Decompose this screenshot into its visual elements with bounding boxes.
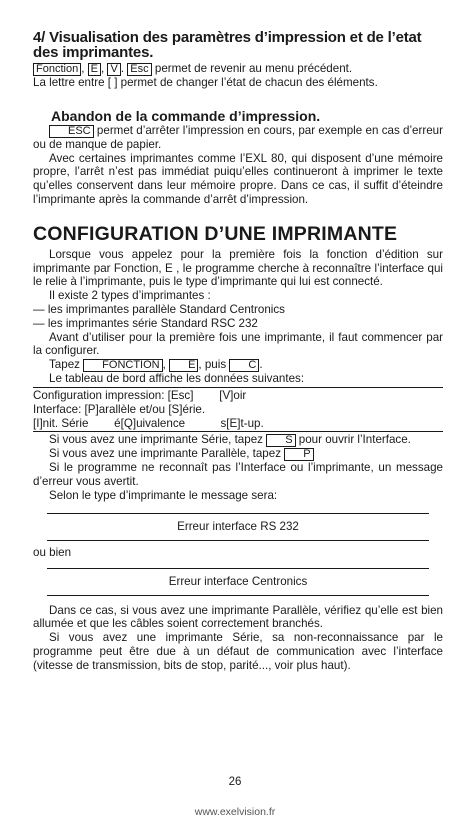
section4-line2: La lettre entre [ ] permet de changer l’état de chacun des éléments. bbox=[33, 76, 378, 89]
msg2-top-rule bbox=[47, 568, 429, 569]
board-top-rule bbox=[33, 387, 443, 388]
tapez-text: Tapez bbox=[49, 358, 80, 372]
puis-text: , puis bbox=[198, 358, 227, 372]
key-fonction: Fonction bbox=[33, 63, 81, 76]
config-tapez-line: Tapez FONCTION , E , puis C . bbox=[49, 358, 263, 372]
separator: , bbox=[101, 62, 105, 75]
ou-bien: ou bien bbox=[33, 545, 72, 559]
section4-line1-text: permet de revenir au menu précédent. bbox=[154, 62, 353, 75]
key-p: P bbox=[284, 448, 313, 461]
board-line2: Interface: [P]arallèle et/ou [S]érie. bbox=[33, 402, 206, 416]
config-p1: Lorsque vous appelez pour la première fois la fonction d’édition sur imprimante par Fonction, E , le programme cherche à reconnaître l’interface qui le relie à l’imprimante, puis le type d’imprimante qui lui est connecté. bbox=[33, 247, 443, 289]
config-item2: — les imprimantes série Standard RSC 232 bbox=[33, 316, 258, 330]
abandon-p1-text: permet d’arrêter l’impression en cours, par exemple en cas d’erreur ou de manque de papier. bbox=[33, 123, 443, 151]
key-v: V bbox=[107, 63, 120, 76]
error-msg-centronics: Erreur interface Centronics bbox=[168, 574, 308, 588]
config-p7: Selon le type d’imprimante le message sera: bbox=[49, 488, 278, 502]
error-msg-rs232: Erreur interface RS 232 bbox=[177, 519, 299, 533]
config-title: CONFIGURATION D’UNE IMPRIMANTE bbox=[33, 222, 398, 245]
board-line3: [I]nit. Série é[Q]uivalence s[E]t-up. bbox=[33, 416, 264, 430]
footer-url: www.exelvision.fr bbox=[194, 806, 276, 818]
section4-title: 4/ Visualisation des paramètres d’impression et de l’etat des imprimantes. bbox=[33, 29, 422, 61]
separator: , bbox=[81, 62, 85, 75]
board-bottom-rule bbox=[33, 431, 443, 432]
key-e: E bbox=[88, 63, 101, 76]
config-p5 bbox=[33, 447, 443, 461]
abandon-p1 bbox=[33, 124, 443, 152]
key-esc: Esc bbox=[127, 63, 151, 76]
key-e-2: E bbox=[169, 359, 198, 372]
key-esc-abandon: ESC bbox=[49, 125, 94, 138]
page-number: 26 bbox=[228, 776, 242, 788]
page-content bbox=[33, 30, 443, 673]
abandon-p2: Avec certaines imprimantes comme l’EXL 80, qui disposent d’une mémoire propre, l’arrêt n’est pas immédiat puiqu’elles continueront à imprimer le texte qu’elles conservent dans leur mémoire propre. Dans ce cas, il suffit d’éteindre l’imprimante après la commande d’arrêt d’impression. bbox=[33, 151, 443, 206]
config-p9: Si vous avez une imprimante Série, sa non-reconnaissance par le programme peut être due à un défaut de communication avec l’interface (vitesse de transmission, bits de stop, parité..., voir plus haut). bbox=[33, 631, 443, 672]
abandon-title: Abandon de la commande d’impression. bbox=[51, 107, 321, 124]
config-item1: — les imprimantes parallèle Standard Centronics bbox=[33, 302, 285, 316]
p4b-text: pour ouvrir l’Interface. bbox=[298, 433, 411, 447]
config-p8: Dans ce cas, si vous avez une imprimante Parallèle, vérifiez qu’elle est bien allumée et que les câbles soient correctement branchés. bbox=[33, 603, 443, 631]
config-tableau: Le tableau de bord affiche les données suivantes: bbox=[49, 372, 305, 386]
p5a-text: Si vous avez une imprimante Parallèle, tapez bbox=[49, 447, 281, 461]
board-line1: Configuration impression: [Esc] [V]oir bbox=[33, 388, 247, 402]
config-p3: Avant d’utiliser pour la première fois une imprimante, il faut commencer par la configurer. bbox=[33, 330, 443, 358]
msg1-top-rule bbox=[47, 513, 429, 514]
key-s: S bbox=[266, 434, 295, 447]
config-p4 bbox=[33, 433, 443, 447]
config-p6: Si le programme ne reconnaît pas l’Interface ou l’imprimante, un message d’erreur vous avertit. bbox=[33, 461, 443, 489]
p4a-text: Si vous avez une imprimante Série, tapez bbox=[49, 433, 263, 447]
key-fonction-2: FONCTION bbox=[83, 359, 162, 372]
config-p2: Il existe 2 types d’imprimantes : bbox=[49, 289, 211, 303]
msg1-bottom-rule bbox=[47, 540, 429, 541]
separator: . bbox=[120, 62, 125, 75]
section4-keys-line bbox=[33, 62, 443, 76]
key-c: C bbox=[229, 359, 259, 372]
msg2-bottom-rule bbox=[47, 595, 429, 596]
